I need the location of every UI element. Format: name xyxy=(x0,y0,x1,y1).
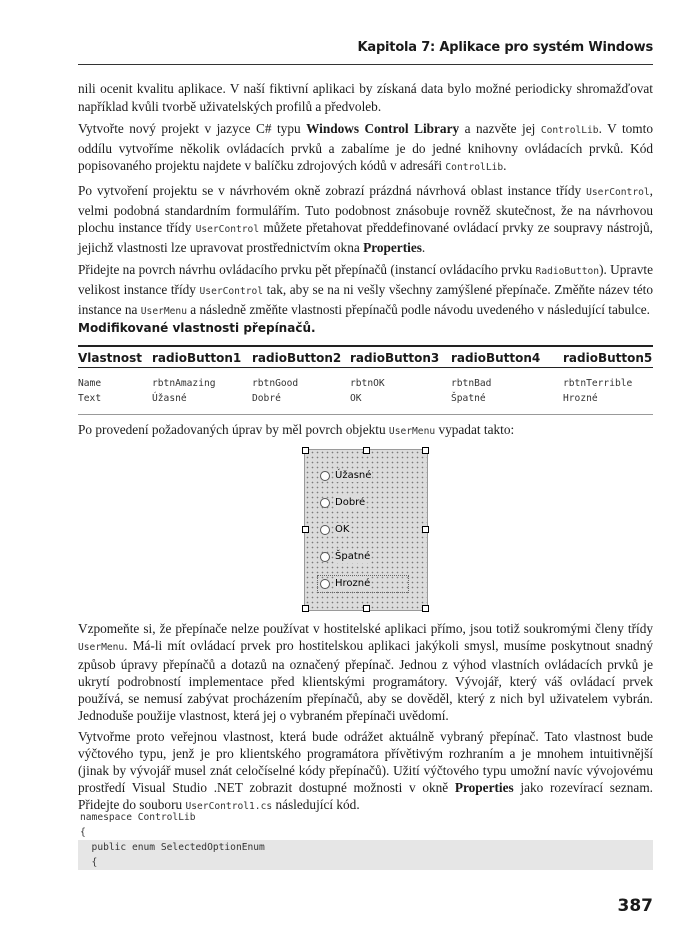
radio-circle-icon xyxy=(320,579,330,589)
table-cell: Špatné xyxy=(451,391,563,415)
text-run: jako rozevírací seznam. Přidejte do souboru xyxy=(78,780,653,813)
radio-label: OK xyxy=(335,524,350,535)
running-head: Kapitola 7: Aplikace pro systém Windows xyxy=(357,40,653,55)
code-term: UserControl1.cs xyxy=(185,801,273,813)
paragraph-1: nili ocenit kvalitu aplikace. V naší fiktivní aplikaci by získaná data bylo možné periodicky shromažďovat například kvůli tvorbě uživatelských profilů a předvoleb. xyxy=(78,81,653,114)
table-header: Vlastnost xyxy=(78,346,152,368)
radio-label: Dobré xyxy=(335,497,366,508)
code-term: UserMenu xyxy=(140,305,187,317)
table-cell: Hrozné xyxy=(563,391,653,415)
resize-handle xyxy=(302,526,309,533)
table-header: radioButton1 xyxy=(152,346,252,368)
paragraph-3 xyxy=(78,182,653,256)
text-run: tak, aby se na ni vešly všechny zamýšlené přepínače. Změňte název této instance na xyxy=(78,281,653,317)
text-run: a následně změňte vlastnosti přepínačů podle návodu uvedeného v následující tabulce. xyxy=(186,301,651,317)
code-term: UserMenu xyxy=(78,641,125,653)
radio-label: Úžasné xyxy=(335,470,372,481)
body-text-bottom xyxy=(78,621,653,821)
table-cell: rbtnAmazing xyxy=(152,378,216,389)
text-run: . Má-li mít ovládací prvek pro hostitelskou aplikaci jakýkoli smysl, musíme poskytnout snadný způsob úpravy přepínačů a dotazů na označený přepínač. Jednou z výhod vlastních ovládacích prvků je ukrytí podrobností implementace před klientskými programátory. Vývojář, který váš ovládací prvek používá, se nemusí zabývat procházením přepínačů, aby se dověděl, který z nich byl uživatelem vybrán. Jednoduše použije vlastnost, která jej o vybraném přepínači uvědomí. xyxy=(78,637,653,723)
text-run: Přidejte na povrch návrhu ovládacího prvku pět přepínačů (instancí ovládacího prvku xyxy=(78,262,536,278)
table-caption: Modifikované vlastnosti přepínačů. xyxy=(78,321,316,335)
paragraph-4 xyxy=(78,261,653,320)
resize-handle xyxy=(363,447,370,454)
code-line: public enum SelectedOptionEnum xyxy=(78,840,653,855)
text-run: vypadat takto: xyxy=(435,422,515,437)
paragraph-2 xyxy=(78,120,653,177)
code-term: UserControl xyxy=(195,224,260,236)
bold-term: Windows Control Library xyxy=(306,121,460,137)
table-cell: Name xyxy=(78,378,102,389)
text-run: Vytvořme proto veřejnou vlastnost, která bude odrážet aktuálně vybraný přepínač. Tato vlastnost bude výčtového typu, jenž je pro klientského programátora přívětivým rozhraním a je mnohem intuitivnější (jinak by vývojář musel znát celočíselné kódy přepínačů). Užití výčtového typu umožní navíc vývojovému prostředí Visual Studio .NET zobrazit dostupné možnosti v okně xyxy=(78,729,653,796)
radio-circle-icon xyxy=(320,471,330,481)
text-run: Vzpomeňte si, že přepínače nelze používat v hostitelské aplikaci přímo, jsou totiž soukromými členy třídy xyxy=(78,621,653,636)
properties-table xyxy=(78,345,653,415)
radio-label: Hrozné xyxy=(335,578,371,589)
text-run: ). Upravte velikost instance třídy xyxy=(78,262,653,297)
resize-handle xyxy=(422,447,429,454)
code-term: UserMenu xyxy=(388,426,436,437)
radio-option xyxy=(317,523,409,537)
bold-term: Properties xyxy=(454,780,514,796)
text-run: . xyxy=(503,158,507,174)
code-term: UserControl xyxy=(586,186,650,198)
table-header: radioButton5 xyxy=(563,346,653,368)
radio-circle-icon xyxy=(320,525,330,535)
page-number: 387 xyxy=(617,896,653,916)
code-term: ControlLib xyxy=(445,162,504,174)
paragraph-5 xyxy=(78,621,653,724)
figure-intro xyxy=(78,421,653,441)
table-cell: rbtnBad xyxy=(451,378,492,389)
table-cell: OK xyxy=(350,391,451,415)
radio-option xyxy=(317,577,409,591)
table-cell: Dobré xyxy=(252,391,350,415)
resize-handle xyxy=(363,605,370,612)
text-run: , velmi podobná standardním formulářím. Tuto podobnost znásobuje rovněž skutečnost, že na návrhovou plochu instance třídy xyxy=(78,182,653,236)
table-row xyxy=(78,391,653,415)
table-cell: Text xyxy=(78,391,152,415)
radio-option xyxy=(317,550,409,564)
code-line: { xyxy=(78,855,653,870)
table-cell: rbtnOK xyxy=(350,378,385,389)
text-run: můžete přetahovat předdefinované ovládací prvky ze soupravy nástrojů, jejichž vlastnosti lze upravovat prostřednictvím okna xyxy=(78,220,653,255)
code-term: RadioButton xyxy=(535,266,600,278)
text-run: Vytvořte nový projekt v jazyce C# typu xyxy=(78,121,307,137)
table-header-row xyxy=(78,346,653,368)
code-listing xyxy=(78,810,653,870)
body-text-top xyxy=(78,80,653,325)
radio-circle-icon xyxy=(320,498,330,508)
resize-handle xyxy=(422,526,429,533)
code-term: ControlLib xyxy=(540,125,599,137)
usermenu-designer-figure xyxy=(304,449,428,611)
text-run: . V tomto oddílu vytvoříme několik ovládacích prvků a zabalíme je do jedné knihovny ovládacích prvků. Kód popisovaného projektu najdete v balíčku zdrojových kódů v adresáři xyxy=(78,121,653,174)
table-header: radioButton4 xyxy=(451,346,563,368)
text-run: . xyxy=(421,239,426,255)
text-run: Po vytvoření projektu se v návrhovém okně zobrazí prázdná návrhová oblast instance třídy xyxy=(78,182,587,198)
header-rule xyxy=(78,64,653,65)
text-run: Po provedení požadovaných úprav by měl povrch objektu xyxy=(78,422,389,437)
table-cell: rbtnTerrible xyxy=(563,378,633,389)
table-header: radioButton3 xyxy=(350,346,451,368)
table-cell: rbtnGood xyxy=(252,378,299,389)
resize-handle xyxy=(422,605,429,612)
table-header: radioButton2 xyxy=(252,346,350,368)
code-line: namespace ControlLib xyxy=(80,812,196,823)
code-term: UserControl xyxy=(199,285,264,297)
radio-option xyxy=(317,496,409,510)
resize-handle xyxy=(302,605,309,612)
radio-circle-icon xyxy=(320,552,330,562)
resize-handle xyxy=(302,447,309,454)
text-run: a nazvěte jej xyxy=(459,121,541,137)
bold-term: Properties xyxy=(363,239,422,255)
radio-option xyxy=(317,469,409,483)
text-run: následující kód. xyxy=(272,797,360,813)
radio-label: Špatné xyxy=(335,551,371,562)
paragraph-6 xyxy=(78,729,653,816)
table-cell: Úžasné xyxy=(152,391,252,415)
table-row xyxy=(78,368,653,392)
code-line: { xyxy=(80,827,86,838)
